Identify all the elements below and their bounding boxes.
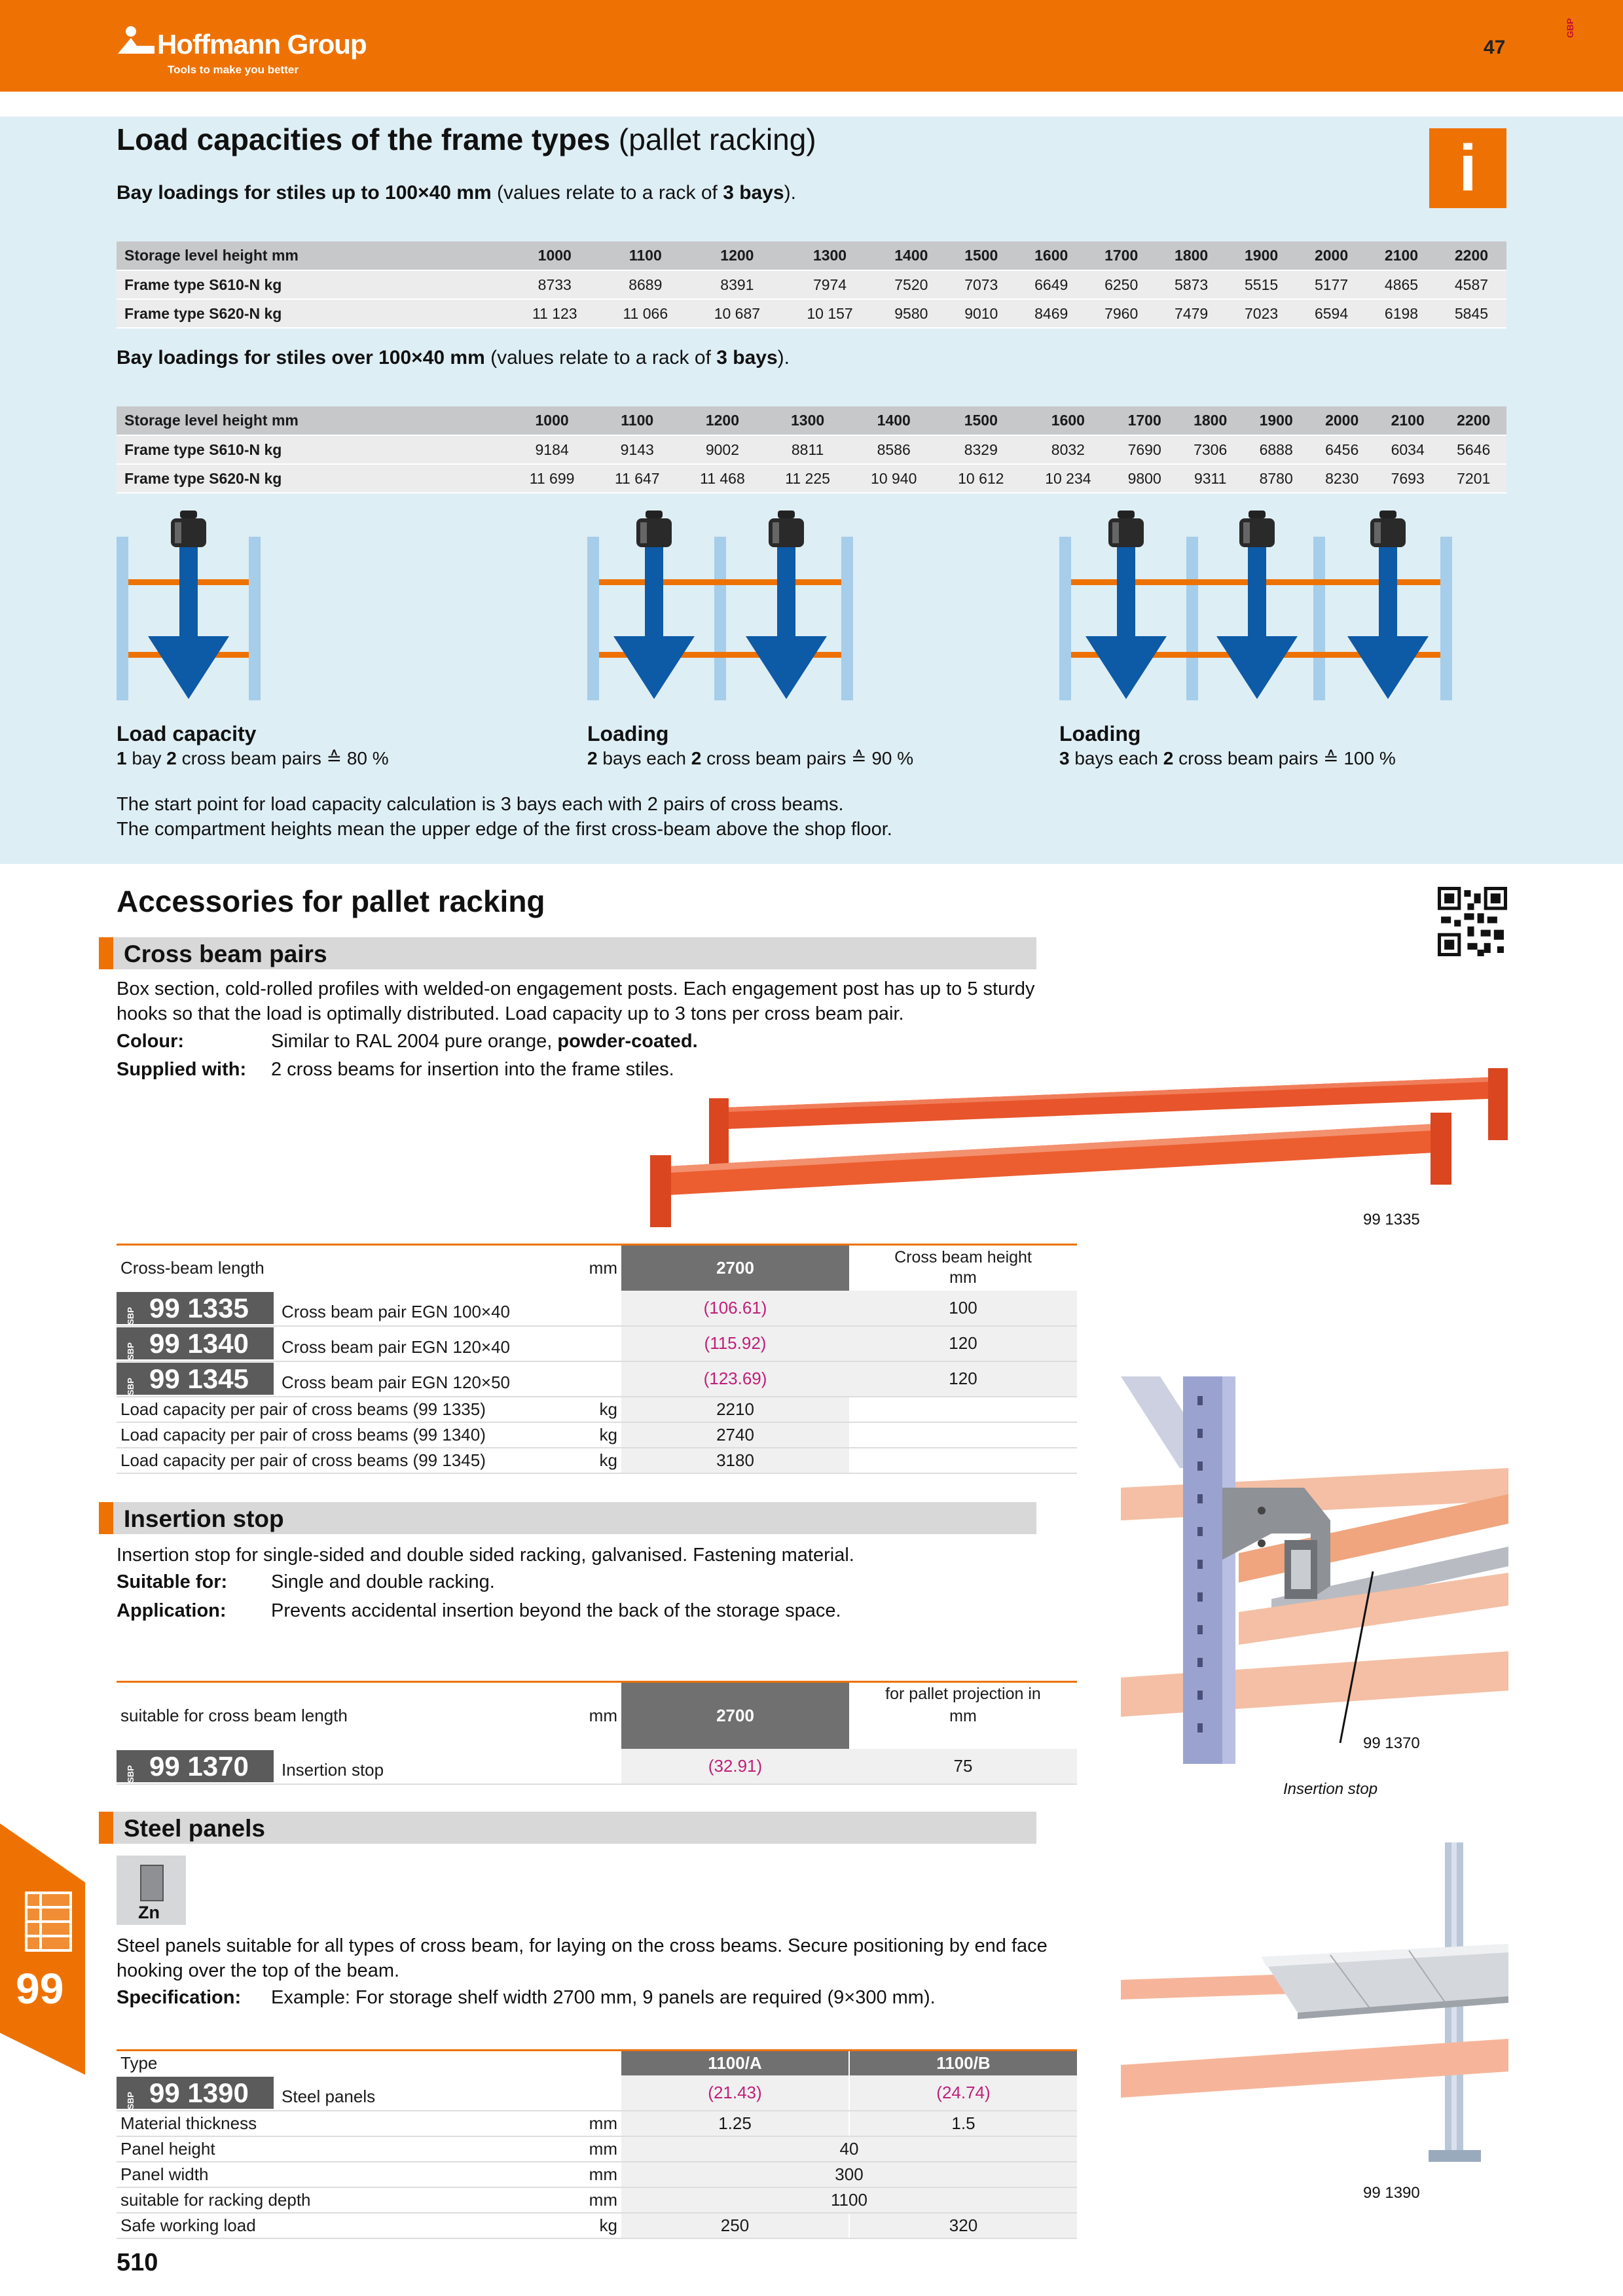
height-header: 1700 <box>1112 406 1178 435</box>
load-value: 6888 <box>1243 435 1309 464</box>
load-value: 9311 <box>1177 464 1243 493</box>
article-row-99-1335[interactable]: SBP 99 1335 Cross beam pair EGN 100×40 <box>117 1291 577 1326</box>
load-value: 8733 <box>509 270 600 299</box>
accessories-title: Accessories for pallet racking <box>117 884 545 918</box>
brand-tagline: Tools to make you better <box>168 63 299 76</box>
load-value: 9580 <box>876 299 946 328</box>
height-header: 1600 <box>1025 406 1112 435</box>
steel-panels-desc-2: hooking over the top of the beam. <box>117 1960 400 1981</box>
load-value: 9010 <box>946 299 1016 328</box>
load-row-desc: Load capacity per pair of cross beams (99 1335) <box>117 1397 577 1422</box>
spec-row-unit: mm <box>577 2162 621 2187</box>
info-icon: i <box>1429 128 1506 208</box>
load-value: 6594 <box>1296 299 1366 328</box>
load-value: 4587 <box>1436 270 1506 299</box>
subheading-stiles-up-to: Bay loadings for stiles up to 100×40 mm (values relate to a rack of 3 bays). <box>117 182 796 204</box>
insertion-stop-application: Application: Prevents accidental insertion beyond the back of the storage space. <box>117 1600 841 1621</box>
load-value: 6198 <box>1366 299 1436 328</box>
load-value: 8329 <box>938 435 1025 464</box>
height-header: 1300 <box>784 242 877 270</box>
load-value: 9800 <box>1112 464 1178 493</box>
load-row-value: 3180 <box>621 1448 849 1473</box>
load-value: 7479 <box>1156 299 1226 328</box>
caption-sub-1: 1 bay 2 cross beam pairs ≙ 80 % <box>117 748 389 768</box>
load-value: 6034 <box>1375 435 1441 464</box>
load-value: 4865 <box>1366 270 1436 299</box>
cross-beam-desc-2: hooks so that the load is optimally distributed. Load capacity up to 3 tons per cross beam pair. <box>117 1003 904 1024</box>
table-head-unit: mm <box>577 1682 621 1749</box>
load-value: 8469 <box>1016 299 1086 328</box>
table-head-desc: suitable for cross beam length <box>117 1682 577 1749</box>
cross-beam-colour: Colour: Similar to RAL 2004 pure orange, powder-coated. <box>117 1031 698 1052</box>
load-value: 7960 <box>1086 299 1156 328</box>
height-header: 1200 <box>691 242 784 270</box>
load-value: 9184 <box>509 435 594 464</box>
insertion-stop-suitable: Suitable for: Single and double racking. <box>117 1571 495 1592</box>
cross-beam-photo-label: 99 1335 <box>1363 1211 1420 1229</box>
load-value: 7201 <box>1440 464 1506 493</box>
load-value: 11 699 <box>509 464 594 493</box>
article-row-99-1370[interactable]: SBP 99 1370 Insertion stop <box>117 1749 577 1784</box>
hoffmann-logo-icon <box>117 24 156 56</box>
beam-height: 120 <box>849 1361 1077 1397</box>
insertion-stop-heading: Insertion stop <box>99 1502 1036 1534</box>
caption-title-3: Loading <box>1059 722 1141 745</box>
steel-panels-heading: Steel panels <box>99 1812 1036 1844</box>
load-value: 8032 <box>1025 435 1112 464</box>
height-header: 2200 <box>1436 242 1506 270</box>
price-variant-b: (24.74) <box>849 2075 1077 2111</box>
height-header: 1100 <box>600 242 691 270</box>
load-value: 5873 <box>1156 270 1226 299</box>
page-top-number: 47 <box>1484 37 1506 58</box>
height-header: 1500 <box>946 242 1016 270</box>
spec-row-unit: mm <box>577 2187 621 2213</box>
table-head-desc: Cross-beam length <box>117 1245 577 1291</box>
load-value: 11 066 <box>600 299 691 328</box>
spec-row-desc: suitable for racking depth <box>117 2187 577 2213</box>
load-value: 8230 <box>1309 464 1375 493</box>
pallet-projection: 75 <box>849 1749 1077 1784</box>
table-head-value: 2700 <box>621 1245 849 1291</box>
spec-row-unit: mm <box>577 2136 621 2162</box>
load-value: 7520 <box>876 270 946 299</box>
load-value: 7073 <box>946 270 1016 299</box>
subheading-stiles-over: Bay loadings for stiles over 100×40 mm (values relate to a rack of 3 bays). <box>117 347 790 368</box>
table-row <box>117 435 1506 464</box>
load-value: 5646 <box>1440 435 1506 464</box>
load-value: 7974 <box>784 270 877 299</box>
height-header: 1800 <box>1156 242 1226 270</box>
page-number: 510 <box>117 2249 158 2276</box>
caption-sub-3: 3 bays each 2 cross beam pairs ≙ 100 % <box>1059 748 1396 768</box>
spec-row-desc: Panel width <box>117 2162 577 2187</box>
load-value: 8780 <box>1243 464 1309 493</box>
table-head-variant-a: 1100/A <box>621 2051 849 2075</box>
load-value: 10 687 <box>691 299 784 328</box>
load-value: 6250 <box>1086 270 1156 299</box>
steel-panels-photo-label: 99 1390 <box>1363 2184 1420 2202</box>
load-row-desc: Load capacity per pair of cross beams (99 1345) <box>117 1448 577 1473</box>
load-table-over-100x40 <box>117 406 1506 493</box>
steel-panels-photo <box>1121 1842 1508 2215</box>
note-start-point: The start point for load capacity calculation is 3 bays each with 2 pairs of cross beams. <box>117 794 844 815</box>
table-head-extra: for pallet projection in mm <box>849 1682 1077 1749</box>
spec-row-unit: kg <box>577 2213 621 2238</box>
steel-panels-spec: Specification: Example: For storage shelf width 2700 mm, 9 panels are required (9×300 mm). <box>117 1987 936 2008</box>
load-value: 8586 <box>850 435 938 464</box>
price: (32.91) <box>621 1749 849 1784</box>
spec-row-value-b: 1.5 <box>849 2111 1077 2136</box>
zinc-finish-icon: Zn <box>117 1856 186 1925</box>
caption-title-2: Loading <box>587 722 669 745</box>
load-row-unit: kg <box>577 1397 621 1422</box>
height-header: 1400 <box>876 242 946 270</box>
spec-row-value: 40 <box>621 2136 1077 2162</box>
load-value: 7690 <box>1112 435 1178 464</box>
language-tag: GBP <box>1565 18 1575 38</box>
racking-icon <box>26 1893 71 1950</box>
spec-row-value-a: 1.25 <box>621 2111 849 2136</box>
height-header: 1900 <box>1243 406 1309 435</box>
load-value: 11 468 <box>680 464 765 493</box>
height-header: 1100 <box>594 406 680 435</box>
diagram-1-bay <box>117 504 267 700</box>
height-header: 2000 <box>1309 406 1375 435</box>
table-head-type: Type <box>117 2051 577 2075</box>
load-value: 8391 <box>691 270 784 299</box>
load-value: 8811 <box>765 435 850 464</box>
height-header: 1900 <box>1226 242 1296 270</box>
height-header: 1400 <box>850 406 938 435</box>
frame-type-label: Frame type S610-N kg <box>117 270 509 299</box>
table-head-unit: mm <box>577 1245 621 1291</box>
height-header: 1000 <box>509 406 594 435</box>
caption-title-1: Load capacity <box>117 722 257 745</box>
page-header <box>0 0 1623 92</box>
cross-beam-heading: Cross beam pairs <box>99 937 1036 969</box>
caption-sub-2: 2 bays each 2 cross beam pairs ≙ 90 % <box>587 748 914 768</box>
price: (123.69) <box>621 1361 849 1397</box>
load-row-value: 2210 <box>621 1397 849 1422</box>
load-value: 5515 <box>1226 270 1296 299</box>
chapter-tab-number: 99 <box>16 1964 64 2013</box>
beam-height: 120 <box>849 1326 1077 1361</box>
storage-level-header: Storage level height mm <box>117 242 509 270</box>
spec-row-value: 300 <box>621 2162 1077 2187</box>
diagram-3-bays <box>1059 504 1452 700</box>
load-value: 6649 <box>1016 270 1086 299</box>
load-value: 10 612 <box>938 464 1025 493</box>
height-header: 1700 <box>1086 242 1156 270</box>
qr-code-icon[interactable] <box>1438 887 1507 956</box>
height-header: 1500 <box>938 406 1025 435</box>
load-capacity-title: Load capacities of the frame types (pallet racking) <box>117 122 816 156</box>
article-row-99-1340[interactable]: SBP 99 1340 Cross beam pair EGN 120×40 <box>117 1326 577 1361</box>
price-variant-a: (21.43) <box>621 2075 849 2111</box>
spec-row-desc: Safe working load <box>117 2213 577 2238</box>
height-header: 1200 <box>680 406 765 435</box>
load-value: 9143 <box>594 435 680 464</box>
spec-row-value-b: 320 <box>849 2213 1077 2238</box>
frame-type-label: Frame type S620-N kg <box>117 464 509 493</box>
table-row <box>117 464 1506 493</box>
brand-name: Hoffmann Group <box>157 29 367 60</box>
note-compartment-heights: The compartment heights mean the upper edge of the first cross-beam above the shop floor. <box>117 819 892 840</box>
cross-beam-photo <box>645 1067 1509 1230</box>
insertion-stop-photo-label: 99 1370 <box>1363 1734 1420 1752</box>
price: (115.92) <box>621 1326 849 1361</box>
height-header: 1800 <box>1177 406 1243 435</box>
beam-height: 100 <box>849 1291 1077 1326</box>
table-row <box>117 299 1506 328</box>
insertion-stop-photo <box>1121 1376 1508 1764</box>
chapter-tab[interactable] <box>0 1823 85 2075</box>
load-value: 7306 <box>1177 435 1243 464</box>
table-head-variant-b: 1100/B <box>849 2051 1077 2075</box>
load-row-desc: Load capacity per pair of cross beams (99 1340) <box>117 1422 577 1448</box>
spec-row-value-a: 250 <box>621 2213 849 2238</box>
spec-row-value: 1100 <box>621 2187 1077 2213</box>
table-row <box>117 270 1506 299</box>
spec-row-unit: mm <box>577 2111 621 2136</box>
table-head-extra: Cross beam height mm <box>849 1245 1077 1291</box>
load-value: 9002 <box>680 435 765 464</box>
storage-level-header: Storage level height mm <box>117 406 509 435</box>
diagram-2-bays <box>587 504 853 700</box>
cross-beam-desc-1: Box section, cold-rolled profiles with welded-on engagement posts. Each engagement post has up to 5 sturdy <box>117 978 1035 999</box>
load-value: 10 234 <box>1025 464 1112 493</box>
load-row-value: 2740 <box>621 1422 849 1448</box>
load-value: 6456 <box>1309 435 1375 464</box>
insertion-stop-photo-caption: Insertion stop <box>1283 1780 1378 1798</box>
load-value: 5845 <box>1436 299 1506 328</box>
insertion-stop-desc: Insertion stop for single-sided and double sided racking, galvanised. Fastening material. <box>117 1545 854 1566</box>
price: (106.61) <box>621 1291 849 1326</box>
steel-panels-desc-1: Steel panels suitable for all types of cross beam, for laying on the cross beams. Secure positioning by end face <box>117 1935 1048 1956</box>
load-value: 11 647 <box>594 464 680 493</box>
frame-type-label: Frame type S610-N kg <box>117 435 509 464</box>
height-header: 1300 <box>765 406 850 435</box>
height-header: 2100 <box>1366 242 1436 270</box>
height-header: 2100 <box>1375 406 1441 435</box>
load-value: 11 225 <box>765 464 850 493</box>
table-head-value: 2700 <box>621 1682 849 1749</box>
load-value: 10 940 <box>850 464 938 493</box>
load-value: 11 123 <box>509 299 600 328</box>
article-row-99-1345[interactable]: SBP 99 1345 Cross beam pair EGN 120×50 <box>117 1361 577 1397</box>
insertion-stop-table <box>117 1681 1077 1785</box>
article-row-99-1390[interactable]: SBP 99 1390 Steel panels <box>117 2075 577 2111</box>
load-row-unit: kg <box>577 1422 621 1448</box>
load-value: 7023 <box>1226 299 1296 328</box>
cross-beam-supplied: Supplied with: 2 cross beams for insertion into the frame stiles. <box>117 1059 674 1080</box>
steel-panels-table <box>117 2049 1077 2239</box>
load-value: 5177 <box>1296 270 1366 299</box>
height-header: 1600 <box>1016 242 1086 270</box>
height-header: 1000 <box>509 242 600 270</box>
load-row-unit: kg <box>577 1448 621 1473</box>
load-value: 10 157 <box>784 299 877 328</box>
height-header: 2200 <box>1440 406 1506 435</box>
frame-type-label: Frame type S620-N kg <box>117 299 509 328</box>
load-value: 8689 <box>600 270 691 299</box>
height-header: 2000 <box>1296 242 1366 270</box>
load-value: 7693 <box>1375 464 1441 493</box>
load-table-up-to-100x40 <box>117 242 1506 329</box>
spec-row-desc: Material thickness <box>117 2111 577 2136</box>
spec-row-desc: Panel height <box>117 2136 577 2162</box>
cross-beam-table <box>117 1244 1077 1474</box>
